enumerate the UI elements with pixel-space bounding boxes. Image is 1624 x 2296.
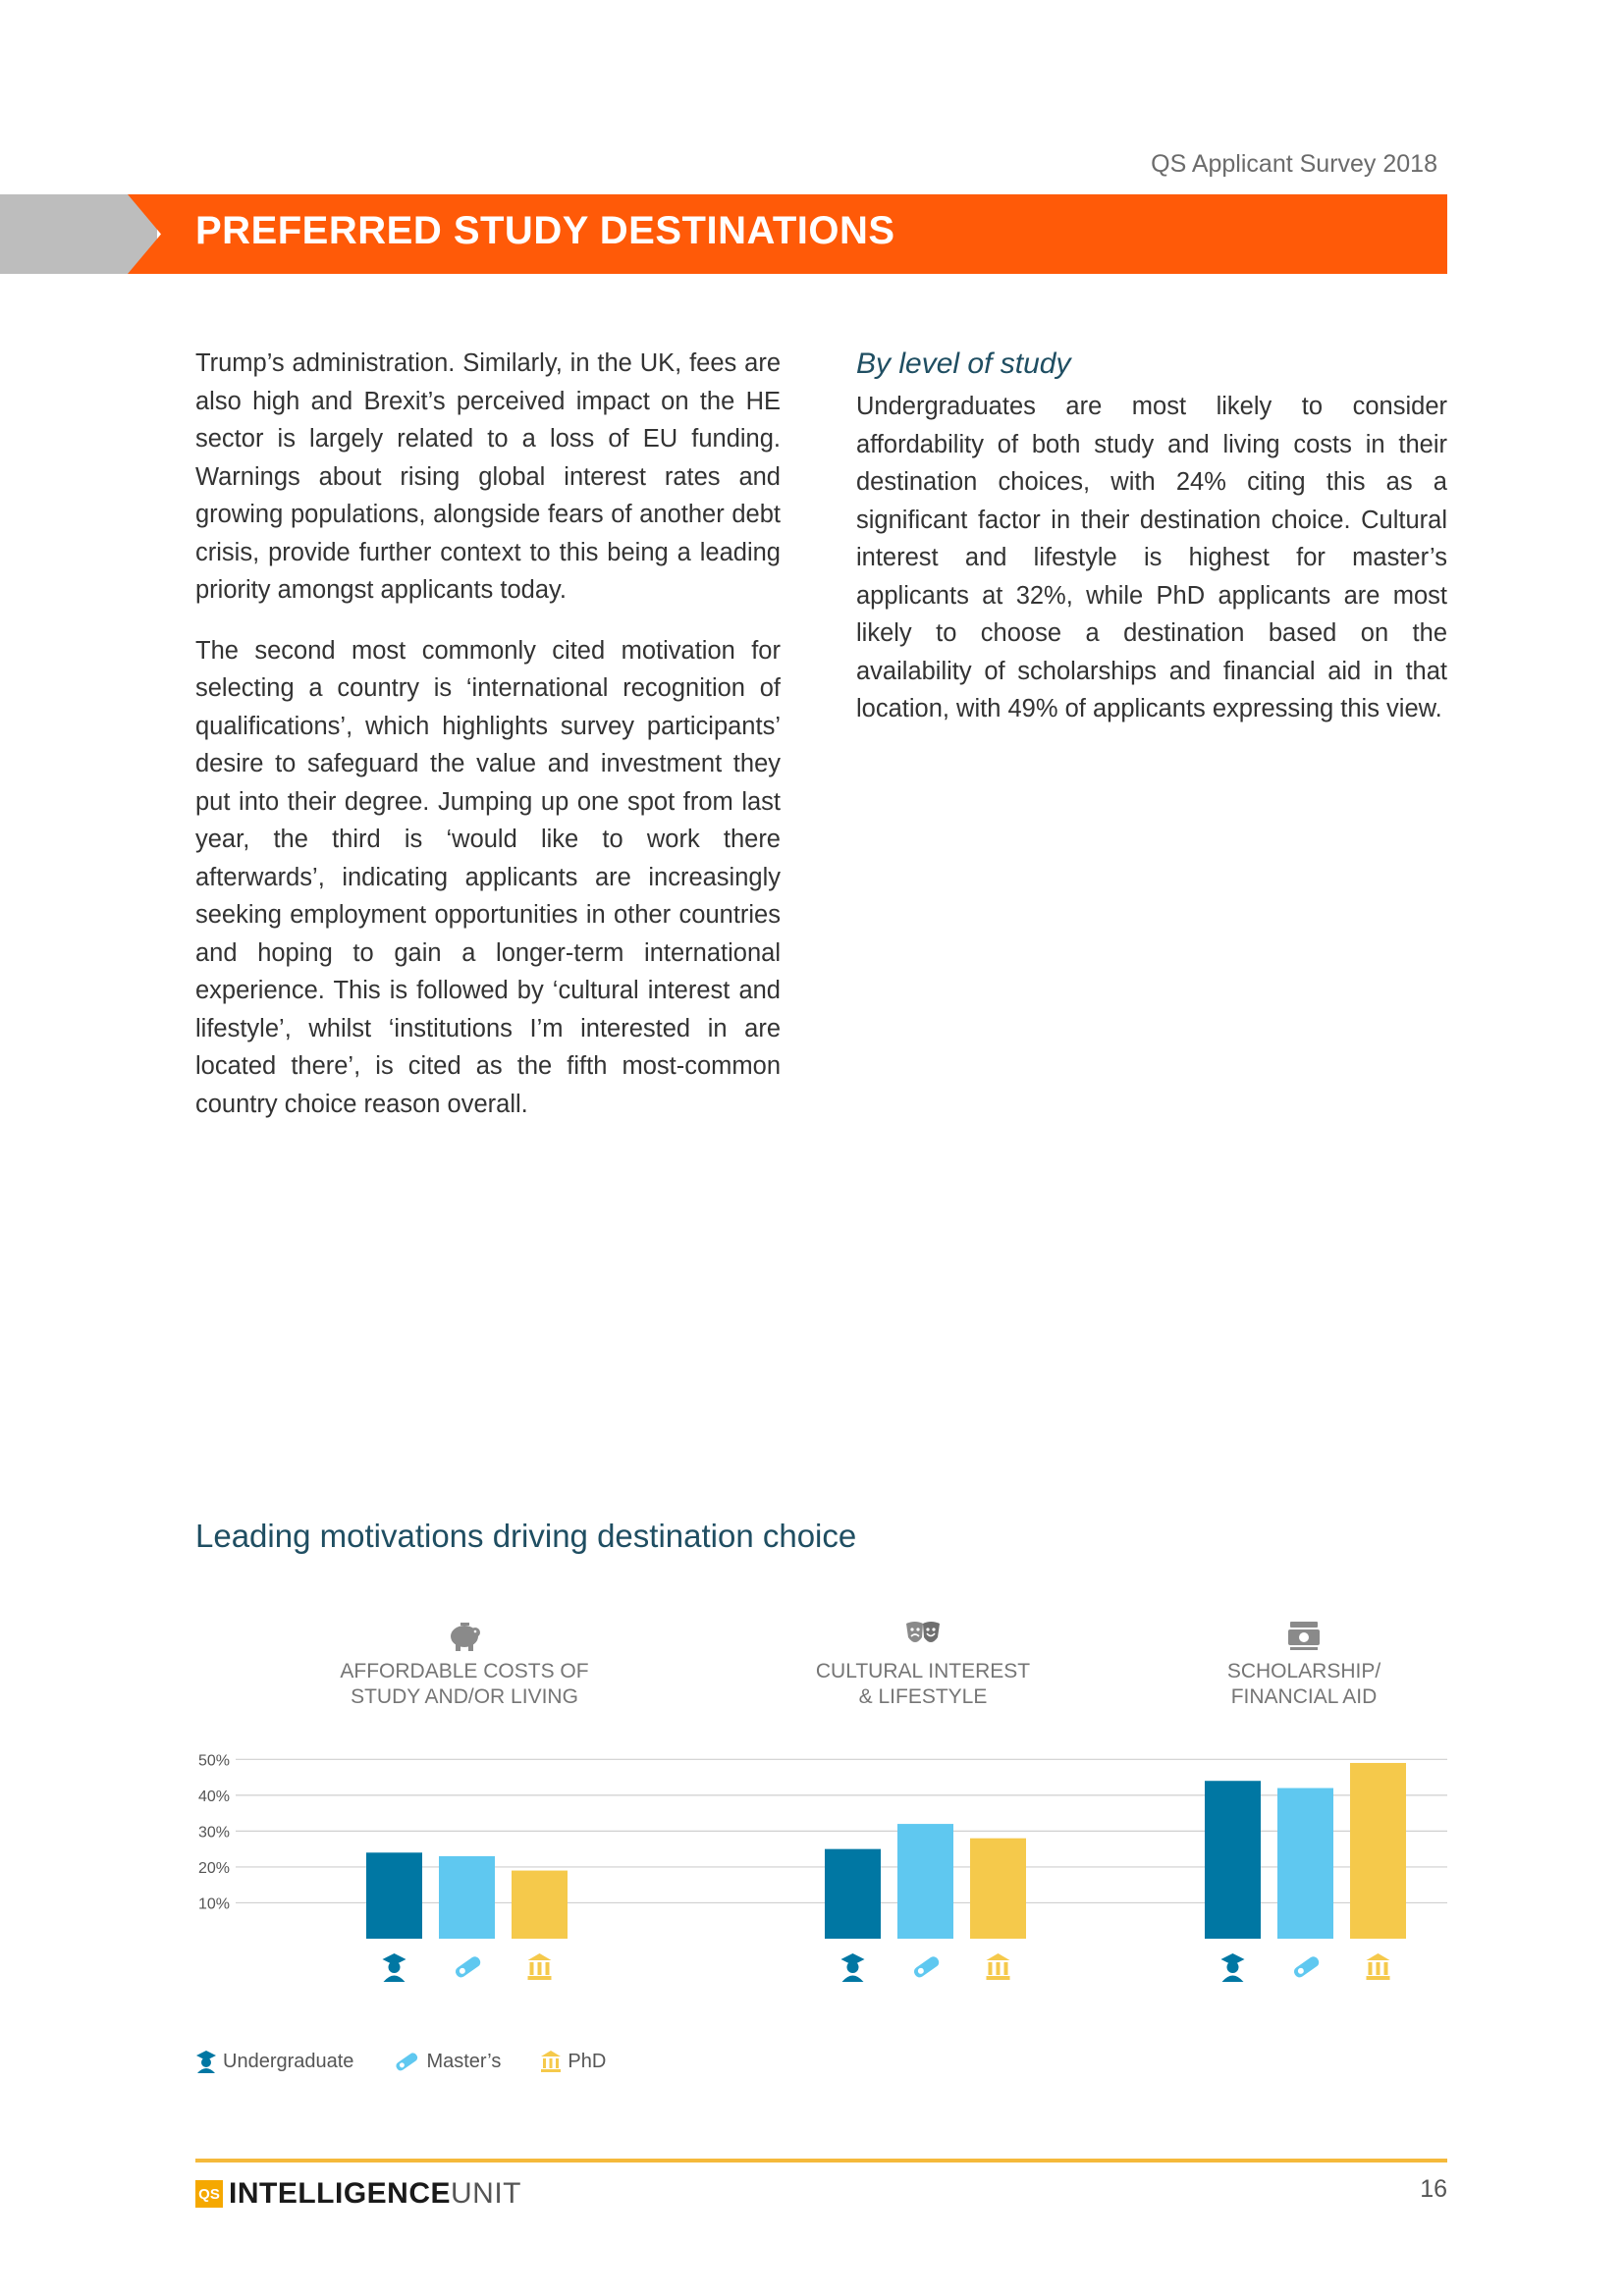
money-icon <box>1284 1618 1324 1653</box>
bar <box>439 1856 495 1939</box>
bar <box>512 1871 568 1939</box>
bar <box>970 1839 1026 1939</box>
category-label <box>766 1659 1080 1710</box>
section-title: PREFERRED STUDY DESTINATIONS <box>195 209 895 252</box>
institution-icon <box>528 1953 552 1980</box>
graduate-icon <box>195 2050 217 2073</box>
legend-label: Master’s <box>426 2050 502 2072</box>
diploma-icon <box>454 1954 482 1979</box>
category-label-line: CULTURAL INTEREST <box>815 1660 1031 1682</box>
institution-icon <box>1367 1953 1390 1980</box>
category-label-line: & LIFESTYLE <box>858 1685 988 1708</box>
y-tick-label: 10% <box>198 1896 231 1913</box>
graduate-icon <box>383 1953 406 1982</box>
chart-title: Leading motivations driving destination choice <box>195 1518 857 1554</box>
legend-item-undergraduate <box>195 2050 353 2073</box>
category-label-line: SCHOLARSHIP/ <box>1226 1660 1381 1682</box>
bar <box>825 1849 881 1939</box>
legend-item-masters <box>393 2050 501 2073</box>
category-label <box>1147 1659 1461 1710</box>
y-tick-label: 50% <box>198 1752 231 1770</box>
institution-icon <box>987 1953 1010 1980</box>
category-label-line: STUDY AND/OR LIVING <box>351 1685 578 1708</box>
logo-text-bold: INTELLIGENCE <box>229 2177 452 2210</box>
category-label <box>307 1659 622 1710</box>
logo-wordmark <box>229 2177 521 2211</box>
category-label-line: FINANCIAL AID <box>1230 1685 1378 1708</box>
bar <box>1277 1789 1333 1939</box>
category-header <box>307 1618 622 1710</box>
bar <box>366 1852 422 1939</box>
bar <box>897 1824 953 1939</box>
body-paragraph: The second most commonly cited motivation for selecting a country is ‘international recognition of qualifications’, which highlights survey participants’ desire to safeguard the value and investment they put into their degree. Jumping up one spot from last year, the third is ‘would like to work there afterwards’, indicating applicants are increasingly seeking employment opportunities in other countries and hoping to gain a longer-term international experience. This is followed by ‘cultural interest and lifestyle’, whilst ‘institutions I’m interested in are located there’, is cited as the fifth most-common country choice reason overall. <box>195 636 781 1118</box>
legend-item-phd <box>540 2050 606 2073</box>
body-paragraph: Trump’s administration. Similarly, in the UK, fees are also high and Brexit’s perceived impact on the HE sector is largely related to a loss of EU funding. Warnings about rising global interest rates and growing populations, alongside fears of another debt crisis, provide further context to this being a leading priority amongst applicants today. <box>195 349 781 604</box>
left-column <box>195 345 781 1146</box>
graduate-icon <box>1221 1953 1245 1982</box>
category-header <box>1147 1618 1461 1710</box>
institution-icon <box>540 2050 562 2073</box>
logo-text-light: UNIT <box>451 2177 522 2210</box>
footer-rule <box>195 2159 1447 2163</box>
piggy-bank-icon <box>445 1618 484 1653</box>
page-number: 16 <box>1420 2175 1447 2203</box>
banner-grey-block <box>0 194 157 274</box>
diploma-icon <box>912 1954 941 1979</box>
bar <box>1350 1763 1406 1939</box>
diploma-icon <box>1292 1954 1321 1979</box>
y-tick-label: 20% <box>198 1859 231 1877</box>
legend-label: PhD <box>568 2050 607 2072</box>
bar <box>1205 1781 1261 1939</box>
category-label-line: AFFORDABLE COSTS OF <box>340 1660 589 1682</box>
diploma-icon <box>393 2050 420 2073</box>
graduate-icon <box>841 1953 865 1982</box>
legend <box>195 2050 606 2073</box>
right-column <box>856 345 1447 751</box>
intelligence-unit-logo <box>195 2177 521 2211</box>
bar-chart <box>187 1742 1453 1998</box>
category-header <box>766 1618 1080 1710</box>
y-tick-label: 40% <box>198 1788 231 1805</box>
y-tick-label: 30% <box>198 1824 231 1842</box>
legend-label: Undergraduate <box>223 2050 354 2072</box>
body-paragraph: Undergraduates are most likely to consider affordability of both study and living costs in their destination choices, with 24% citing this as a significant factor in their destination choice. Cultural interest and lifestyle is highest for master’s applicants at 32%, while PhD applicants are most likely to choose a destination based on the availability of scholarships and financial aid in that location, with 49% of applicants expressing this view. <box>856 393 1447 722</box>
qs-logo-mark: QS <box>195 2180 223 2208</box>
subheading: By level of study <box>856 347 1071 380</box>
theatre-masks-icon <box>903 1618 943 1653</box>
running-head: QS Applicant Survey 2018 <box>1151 150 1437 178</box>
